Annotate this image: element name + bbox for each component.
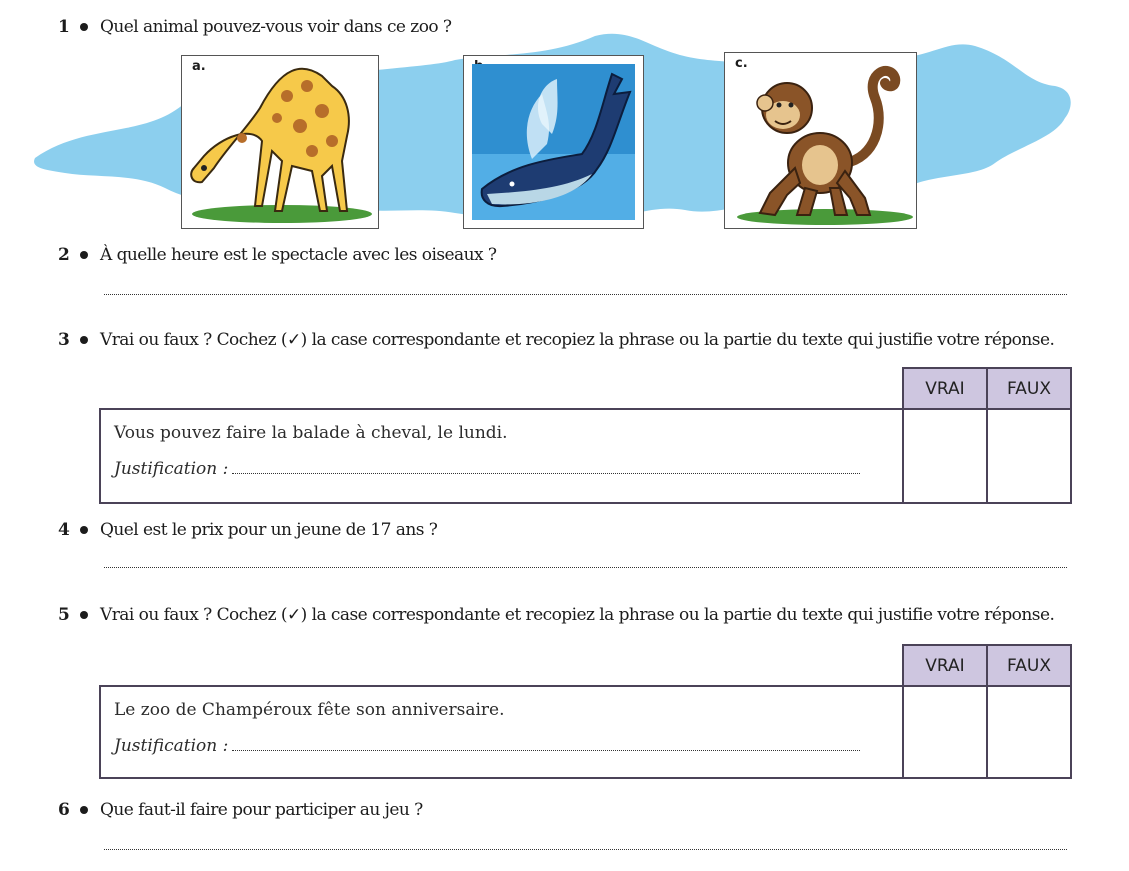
question-text: Quel animal pouvez-vous voir dans ce zoo ?: [100, 17, 452, 37]
justification-label: Justification :: [114, 736, 229, 756]
vrai-checkbox[interactable]: [903, 409, 987, 503]
true-false-table: [99, 367, 1072, 504]
question-number: 1: [58, 17, 70, 37]
question-number: 3: [58, 330, 70, 350]
choice-card-b[interactable]: [463, 55, 644, 229]
giraffe-icon: [182, 56, 378, 228]
statement-cell: [100, 686, 903, 778]
bullet-icon: [80, 611, 88, 619]
justification-line[interactable]: [232, 750, 860, 751]
answer-line[interactable]: [104, 294, 1067, 295]
bullet-icon: [80, 526, 88, 534]
question-text: À quelle heure est le spectacle avec les oiseaux ?: [100, 245, 497, 265]
vrai-checkbox[interactable]: [903, 686, 987, 778]
answer-line[interactable]: [104, 567, 1067, 568]
faux-checkbox[interactable]: [987, 686, 1071, 778]
faux-checkbox[interactable]: [987, 409, 1071, 503]
answer-line[interactable]: [104, 849, 1067, 850]
question-text: Quel est le prix pour un jeune de 17 ans ?: [100, 520, 438, 540]
bullet-icon: [80, 251, 88, 259]
question-2: [58, 245, 1069, 265]
choice-label: c.: [735, 56, 748, 71]
vrai-header: VRAI: [903, 368, 987, 409]
faux-header: FAUX: [987, 368, 1071, 409]
monkey-icon: [725, 53, 916, 228]
faux-header: FAUX: [987, 645, 1071, 686]
question-3: [58, 330, 1069, 350]
statement-text: Vous pouvez faire la balade à cheval, le lundi.: [114, 423, 508, 443]
justification-row[interactable]: [102, 736, 901, 766]
choice-card-c[interactable]: [724, 52, 917, 229]
justification-row[interactable]: [102, 459, 901, 489]
question-4: [58, 520, 1069, 540]
question-number: 6: [58, 800, 70, 820]
question-text: Que faut-il faire pour participer au jeu ?: [100, 800, 423, 820]
question-number: 5: [58, 605, 70, 625]
question-number: 2: [58, 245, 70, 265]
whale-icon: [472, 64, 635, 220]
justification-line[interactable]: [232, 473, 860, 474]
choice-card-a[interactable]: [181, 55, 379, 229]
vrai-header: VRAI: [903, 645, 987, 686]
true-false-table: [99, 644, 1072, 779]
justification-label: Justification :: [114, 459, 229, 479]
statement-text: Le zoo de Champéroux fête son anniversaire.: [114, 700, 505, 720]
question-6: [58, 800, 1069, 820]
question-text: Vrai ou faux ? Cochez (✓) la case correspondante et recopiez la phrase ou la partie du texte qui justifie votre réponse.: [100, 605, 1055, 625]
choice-label: a.: [192, 59, 206, 74]
bullet-icon: [80, 806, 88, 814]
question-text: Vrai ou faux ? Cochez (✓) la case correspondante et recopiez la phrase ou la partie du texte qui justifie votre réponse.: [100, 330, 1055, 350]
statement-cell: [100, 409, 903, 503]
bullet-icon: [80, 336, 88, 344]
question-5: [58, 605, 1069, 625]
question-number: 4: [58, 520, 70, 540]
